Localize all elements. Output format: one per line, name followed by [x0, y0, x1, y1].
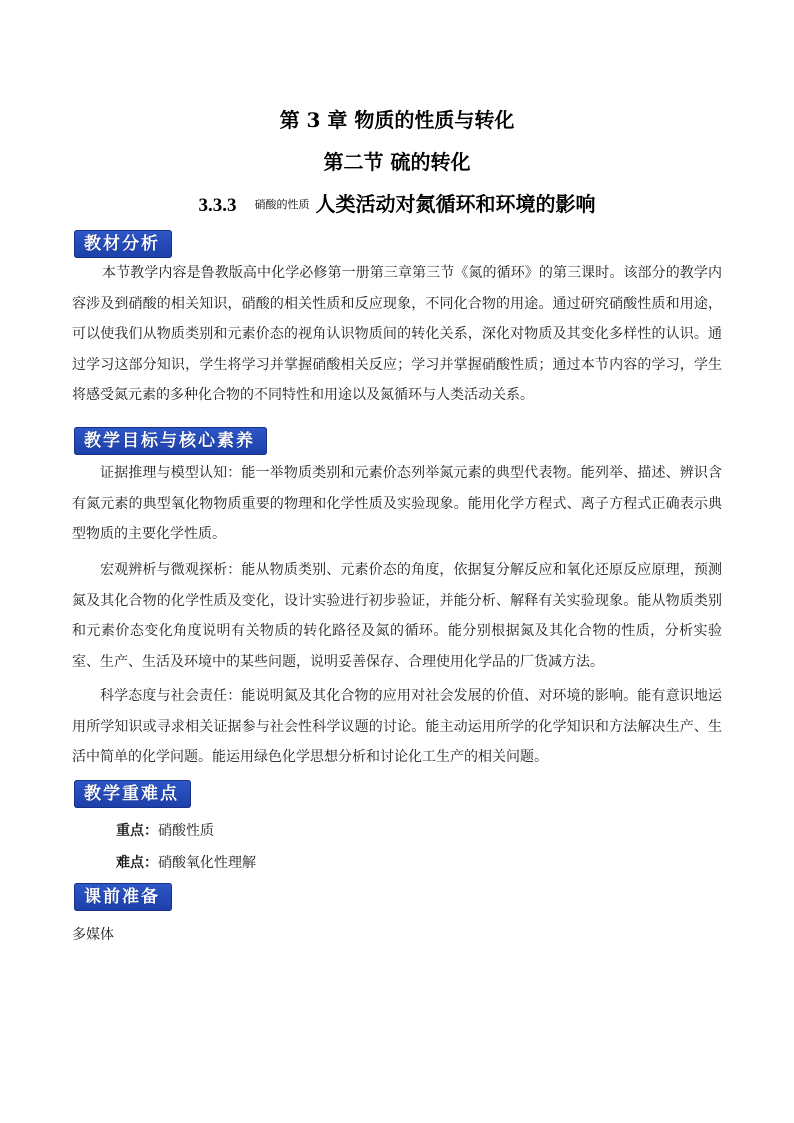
analysis-heading-badge: 教材分析 — [74, 230, 172, 258]
focus-line — [116, 820, 214, 840]
focus-label: 重点： — [116, 823, 158, 839]
difficulty-line — [116, 852, 256, 872]
difficulty-label: 难点： — [116, 855, 158, 871]
preparation-text: 多媒体 — [72, 927, 114, 943]
goal-paragraph-attitude: 科学态度与社会责任：能说明氮及其化合物的应用对社会发展的价值、对环境的影响。能有意识地运用所学知识或寻求相关证据参与社会性科学议题的讨论。能主动运用所学的化学知识和方法解决生产、生活中简单的化学问题。能运用绿色化学思想分析和讨论化工生产的相关问题。 — [72, 688, 722, 765]
preparation-heading-badge: 课前准备 — [74, 883, 172, 911]
chapter-title: 第 3 章 物质的性质与转化 — [279, 108, 515, 132]
analysis-paragraph: 本节教学内容是鲁教版高中化学必修第一册第三章第三节《氮的循环》的第三课时。该部分的教学内容涉及到硝酸的相关知识，硝酸的相关性质和反应现象，不同化合物的用途。通过研究硝酸性质和用途，可以使我们从物质类别和元素价态的视角认识物质间的转化关系，深化对物质及其变化多样性的认识。通过学习这部分知识，学生将学习并掌握硝酸相关反应；学习并掌握硝酸性质；通过本节内容的学习，学生将感受氮元素的多种化合物的不同特性和用途以及氮循环与人类活动关系。 — [72, 265, 722, 403]
goal-paragraph-evidence: 证据推理与模型认知：能一举物质类别和元素价态列举氮元素的典型代表物。能列举、描述、辨识含有氮元素的典型氧化物物质重要的物理和化学性质及实验现象。能用化学方程式、离子方程式正确表示典型物质的主要化学性质。 — [72, 465, 722, 542]
goal-paragraph-macro-micro: 宏观辨析与微观探析：能从物质类别、元素价态的角度，依据复分解反应和氧化还原反应原理，预测氮及其化合物的化学性质及变化，设计实验进行初步验证，并能分析、解释有关实验现象。能从物质类别和元素价态变化角度说明有关物质的转化路径及氮的循环。能分别根据氮及其化合物的性质，分析实验室、生产、生活及环境中的某些问题，说明妥善保存、合理使用化学品的厂货减方法。 — [72, 562, 722, 670]
lesson-title-line — [0, 188, 794, 217]
section-title: 第二节 硫的转化 — [323, 150, 471, 174]
goals-heading-badge: 教学目标与核心素养 — [74, 427, 267, 455]
lesson-number: 3.3.3 — [198, 195, 237, 216]
difficulty-value: 硝酸氧化性理解 — [158, 855, 256, 871]
lesson-title: 人类活动对氮循环和环境的影响 — [315, 192, 596, 216]
lesson-subtitle-small: 硝酸的性质 — [254, 198, 310, 211]
key-points-heading-badge: 教学重难点 — [74, 780, 191, 808]
focus-value: 硝酸性质 — [158, 823, 214, 839]
